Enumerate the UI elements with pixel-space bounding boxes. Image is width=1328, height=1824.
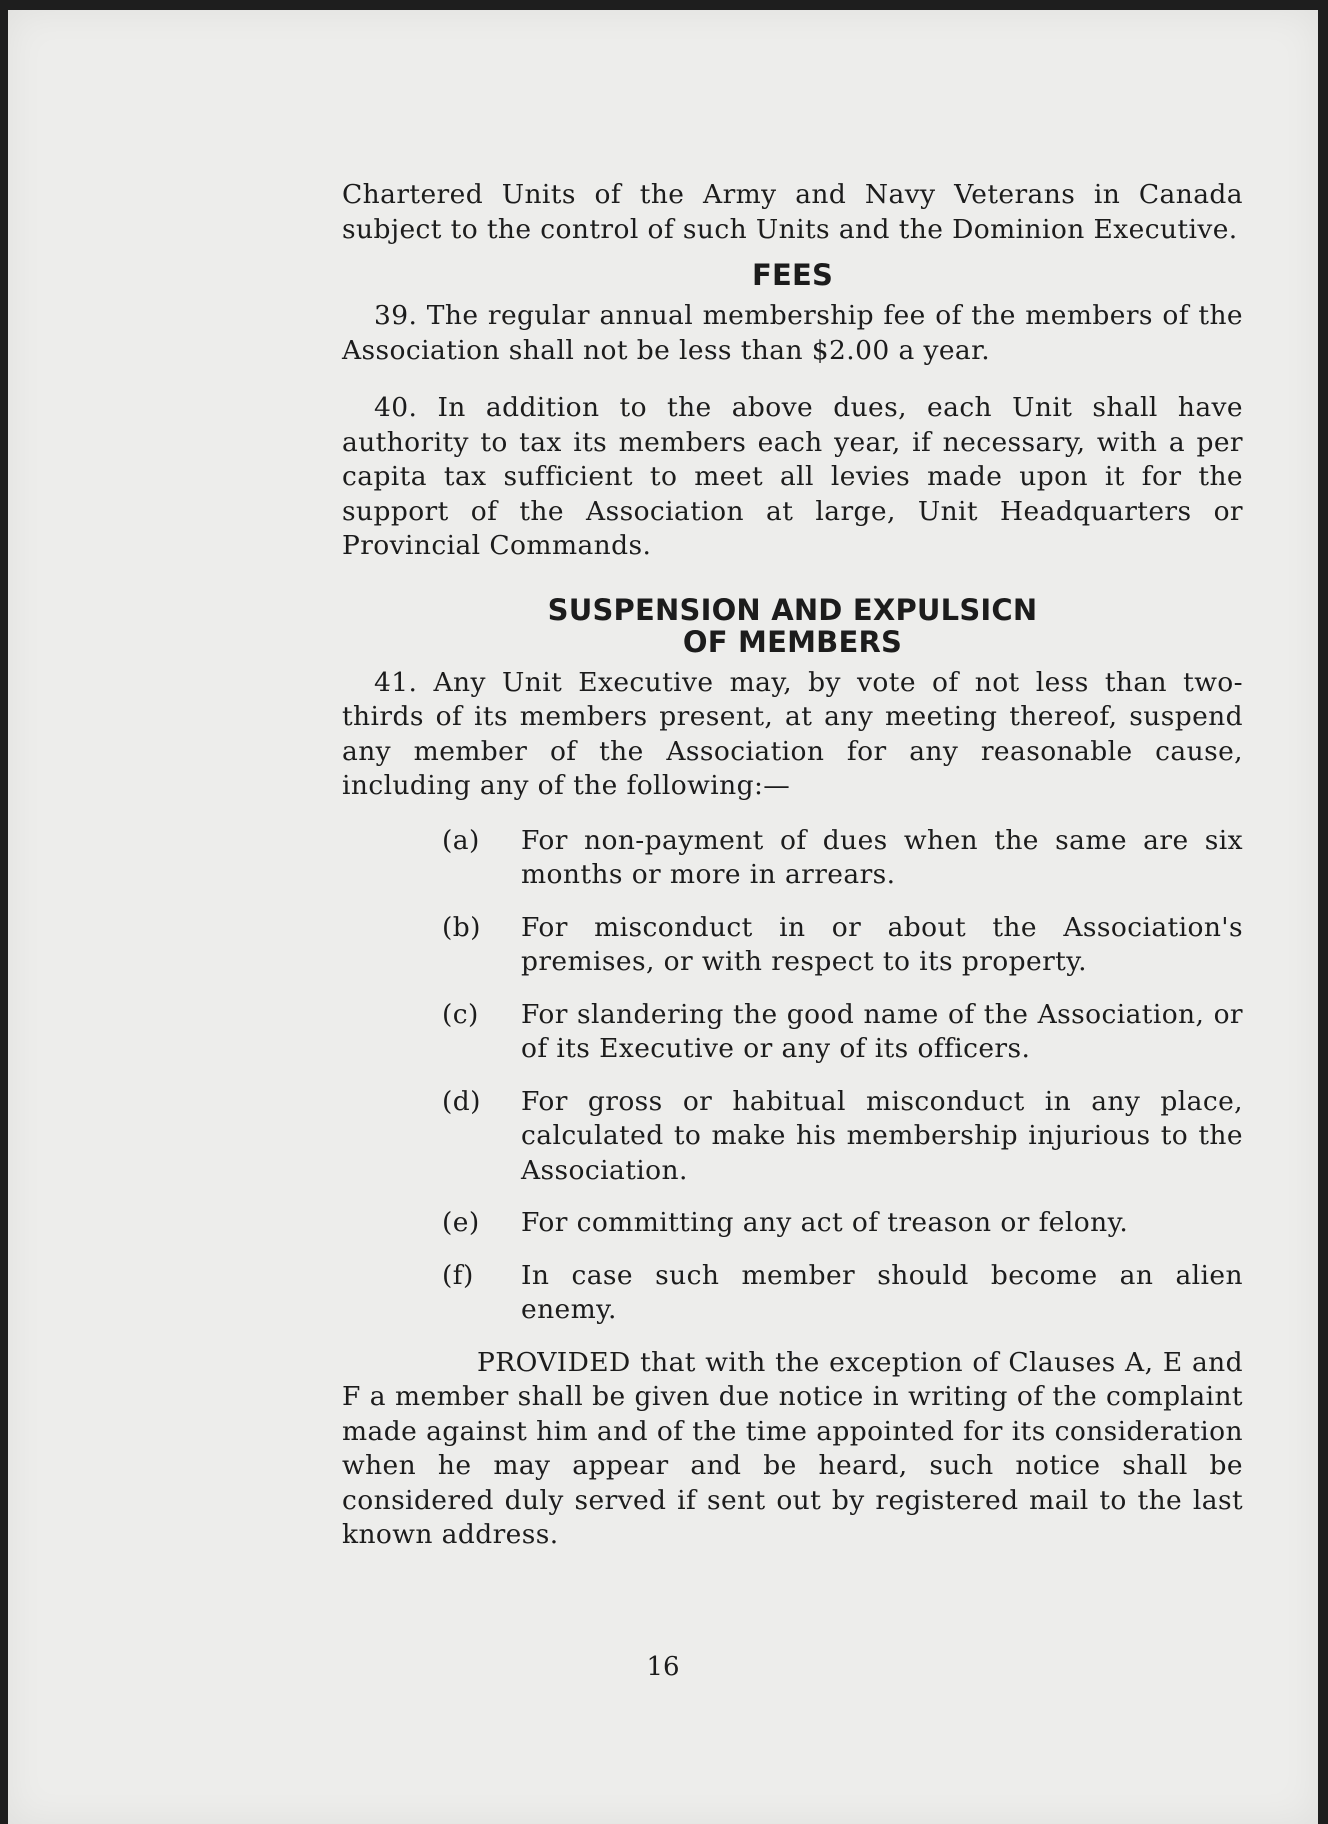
page-number: 16 (646, 1652, 680, 1682)
clause-b (342, 911, 1243, 980)
clause-text: For non-payment of dues when the same are six months or more in arrears. (521, 824, 1243, 890)
text-column (342, 178, 1243, 1553)
suspension-heading-line-1: SUSPENSION AND EXPULSICN (547, 592, 1038, 627)
paragraph-39: 39. The regular annual membership fee of the members of the Association shall not be less than $2.00 a year. (342, 300, 1243, 366)
document-page (8, 10, 1318, 1824)
clause-f (342, 1259, 1243, 1328)
clause-label: (f) (442, 1259, 474, 1291)
clause-list (342, 824, 1243, 1328)
clause-text: For gross or habitual misconduct in any place, calculated to make his membership injurious to the Association. (521, 1085, 1243, 1186)
fees-heading: FEES (751, 258, 834, 292)
clause-e (342, 1206, 1243, 1241)
suspension-heading (342, 594, 1243, 658)
paragraph-40: 40. In addition to the above dues, each Unit shall have authority to tax its members each year, if necessary, with a per capita tax sufficient to meet all levies made upon it for the support of the Association at large, Unit Headquarters or Provincial Commands. (342, 392, 1243, 561)
clause-label: (e) (442, 1207, 480, 1238)
clause-text: For slandering the good name of the Association, or of its Executive or any of its officers. (521, 998, 1243, 1064)
clause-text: For misconduct in or about the Association's premises, or with respect to its property. (521, 911, 1243, 977)
continuation-paragraph: Chartered Units of the Army and Navy Veterans in Canada subject to the control of such Units and the Dominion Executive. (342, 179, 1243, 245)
clause-a (342, 824, 1243, 893)
proviso-paragraph: PROVIDED that with the exception of Clauses A, E and F a member shall be given due notice in writing of the complaint made against him and of the time appointed for its consideration when he may appear and be heard, such notice shall be considered duly served if sent out by registered mail to the last known address. (342, 1346, 1243, 1550)
paragraph-41: 41. Any Unit Executive may, by vote of not less than two-thirds of its members present, at any meeting thereof, suspend any member of the Association for any reasonable cause, including any of the following:— (342, 666, 1243, 801)
clause-label: (c) (442, 998, 479, 1030)
clause-label: (a) (442, 824, 480, 856)
clause-text: In case such member should become an alien enemy. (521, 1259, 1243, 1325)
clause-d (342, 1085, 1243, 1189)
clause-label: (d) (442, 1085, 481, 1117)
clause-label: (b) (442, 911, 481, 943)
clause-text: For committing any act of treason or felony. (521, 1207, 1129, 1238)
clause-c (342, 998, 1243, 1067)
suspension-heading-line-2: OF MEMBERS (682, 624, 903, 659)
